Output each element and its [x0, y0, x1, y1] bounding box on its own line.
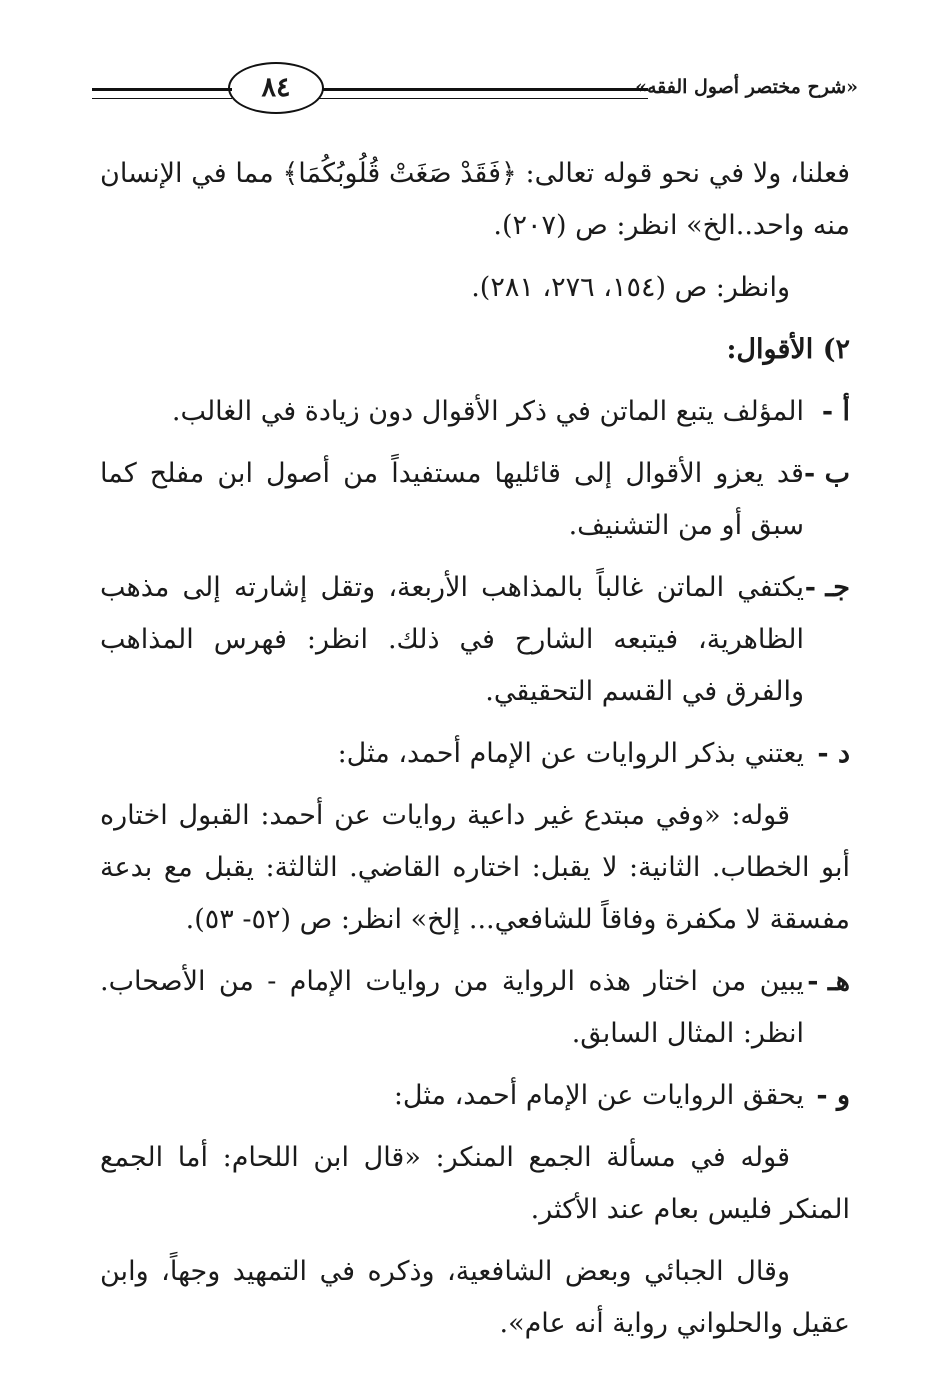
list-item-text: يعتني بذكر الروايات عن الإمام أحمد، مثل: [337, 738, 804, 769]
list-item-text: يحقق الروايات عن الإمام أحمد، مثل: [393, 1080, 804, 1111]
section-heading: ٢) الأقوال: [726, 334, 850, 365]
quotation-paragraph: قوله في مسألة الجمع المنكر: «قال ابن اللحام: أما الجمع المنكر فليس بعام عند الأكثر. [100, 1142, 850, 1225]
header-rule-left [92, 88, 232, 99]
list-item-label: أ - [821, 396, 850, 427]
list-item-label: هـ - [807, 966, 850, 997]
list-item [100, 562, 850, 718]
list-item-label: جـ - [804, 572, 850, 603]
list-item [100, 448, 850, 552]
paragraph-continuation: فعلنا، ولا في نحو قوله تعالى: ﴿فَقَدْ صَغَتْ قُلُوبُكُمَا﴾ مما في الإنسان منه واحد..الخ» انظر: ص (٢٠٧). [100, 158, 850, 241]
body-text [100, 148, 850, 1350]
page-header [78, 58, 858, 118]
list-item-label: و - [816, 1080, 850, 1111]
list-item [100, 386, 850, 438]
running-title: «شرح مختصر أصول الفقه» [635, 76, 858, 98]
list-item-text: يكتفي الماتن غالباً بالمذاهب الأربعة، وتقل إشارته إلى مذهب الظاهرية، فيتبعه الشارح في ذلك. انظر: فهرس المذاهب والفرق في القسم التحقيقي. [100, 572, 804, 707]
page-number: ٨٤ [228, 62, 324, 114]
list-item-text: المؤلف يتبع الماتن في ذكر الأقوال دون زيادة في الغالب. [171, 396, 804, 427]
list-item-label: ب - [803, 458, 850, 489]
list-item [100, 956, 850, 1060]
list-item [100, 728, 850, 780]
list-item-label: د - [817, 738, 850, 769]
list-item-text: يبين من اختار هذه الرواية من روايات الإمام - من الأصحاب. انظر: المثال السابق. [100, 966, 804, 1049]
quotation-paragraph: قوله: «وفي مبتدع غير داعية روايات عن أحمد: القبول اختاره أبو الخطاب. الثانية: لا يقبل: اختاره القاضي. الثالثة: يقبل مع بدعة مفسقة لا مكفرة وفاقاً للشافعي... إلخ» انظر: ص (٥٢- ٥٣). [100, 800, 850, 935]
list-item [100, 1070, 850, 1122]
list-item-text: قد يعزو الأقوال إلى قائليها مستفيداً من أصول ابن مفلح كما سبق أو من التشنيف. [100, 458, 804, 541]
quotation-paragraph: وقال الجبائي وبعض الشافعية، وذكره في التمهيد وجهاً، وابن عقيل والحلواني رواية أنه عام». [100, 1256, 850, 1339]
paragraph-reference: وانظر: ص (١٥٤، ٢٧٦، ٢٨١). [471, 272, 790, 303]
header-rule-right [318, 88, 648, 99]
